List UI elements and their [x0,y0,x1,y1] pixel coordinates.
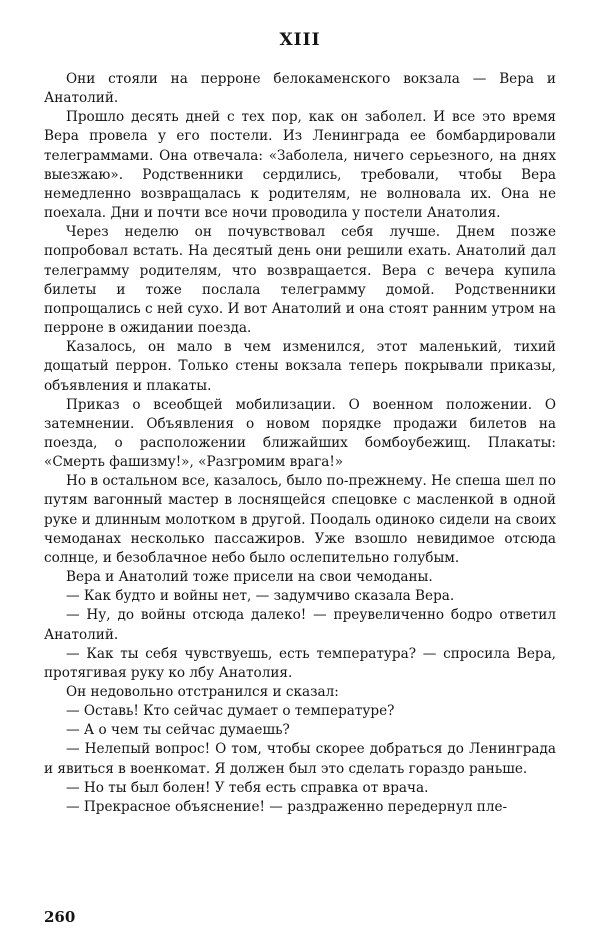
paragraph: — Как ты себя чувствуешь, есть температура? — спросила Вера, протягивая руку ко лбу Анатолия. [44,645,556,681]
paragraph: — Прекрасное объяснение! — раздраженно передернул пле- [66,798,508,815]
paragraph: — Нелепый вопрос! О том, чтобы скорее добраться до Ленинграда и явиться в военкомат. Я должен был это сделать гораздо раньше. [44,741,556,777]
paragraph: — Но ты был болен! У тебя есть справка от врача. [66,779,429,796]
paragraph: Казалось, он мало в чем изменился, этот маленький, тихий дощатый перрон. Только стены вокзала теперь покрывали приказы, объявления и плакаты. [44,339,556,394]
paragraph: Прошло десять дней с тех пор, как он заболел. И все это время Вера провела у его постели. Из Ленинграда ее бомбардировали телеграммами. Она отвечала: «Заболела, ничего серьезного, на днях выезжаю». Родственники сердились, требовали, чтобы Вера немедленно возвращалась к родителям, не волновала их. Она не поехала. Дни и почти все ночи проводила у постели Анатолия. [44,109,556,222]
chapter-heading: XIII [279,30,321,50]
paragraph: — Оставь! Кто сейчас думает о температуре? [66,703,395,720]
paragraph: Через неделю он почувствовал себя лучше. Днем позже попробовал встать. На десятый день они решили ехать. Анатолий дал телеграмму родителям, что возвращается. Вера с вечера купила билеты и тоже послала телеграмму домой. Родственники попрощались с ней сухо. И вот Анатолий и она стоят ранним утром на перроне в ожидании поезда. [44,224,556,337]
page-number: 260 [44,908,76,926]
paragraph: Они стояли на перроне белокаменского вокзала — Вера и Анатолий. [44,71,556,107]
paragraph: — А о чем ты сейчас думаешь? [66,722,290,739]
paragraph: Но в остальном все, казалось, было по-прежнему. Не спеша шел по путям вагонный мастер в лоснящейся спецовке с масленкой в одной руке и длинным молотком в другой. Поодаль одиноко сидели на своих чемоданах несколько пассажиров. Уже взошло невидимое отсюда солнце, и безоблачное небо было ослепительно голубым. [44,473,556,566]
paragraph: Приказ о всеобщей мобилизации. О военном положении. О затемнении. Объявления о новом порядке продажи билетов на поезда, о расположении ближайших бомбоубежищ. Плакаты: «Смерть фашизму!», «Разгромим врага!» [44,396,556,471]
body-text [44,70,556,817]
paragraph: Вера и Анатолий тоже присели на свои чемоданы. [66,569,433,586]
paragraph: Он недовольно отстранился и сказал: [66,684,339,700]
paragraph: — Ну, до войны отсюда далеко! — преувеличенно бодро ответил Анатолий. [44,607,556,643]
paragraph: — Как будто и войны нет, — задумчиво сказала Вера. [66,588,455,605]
